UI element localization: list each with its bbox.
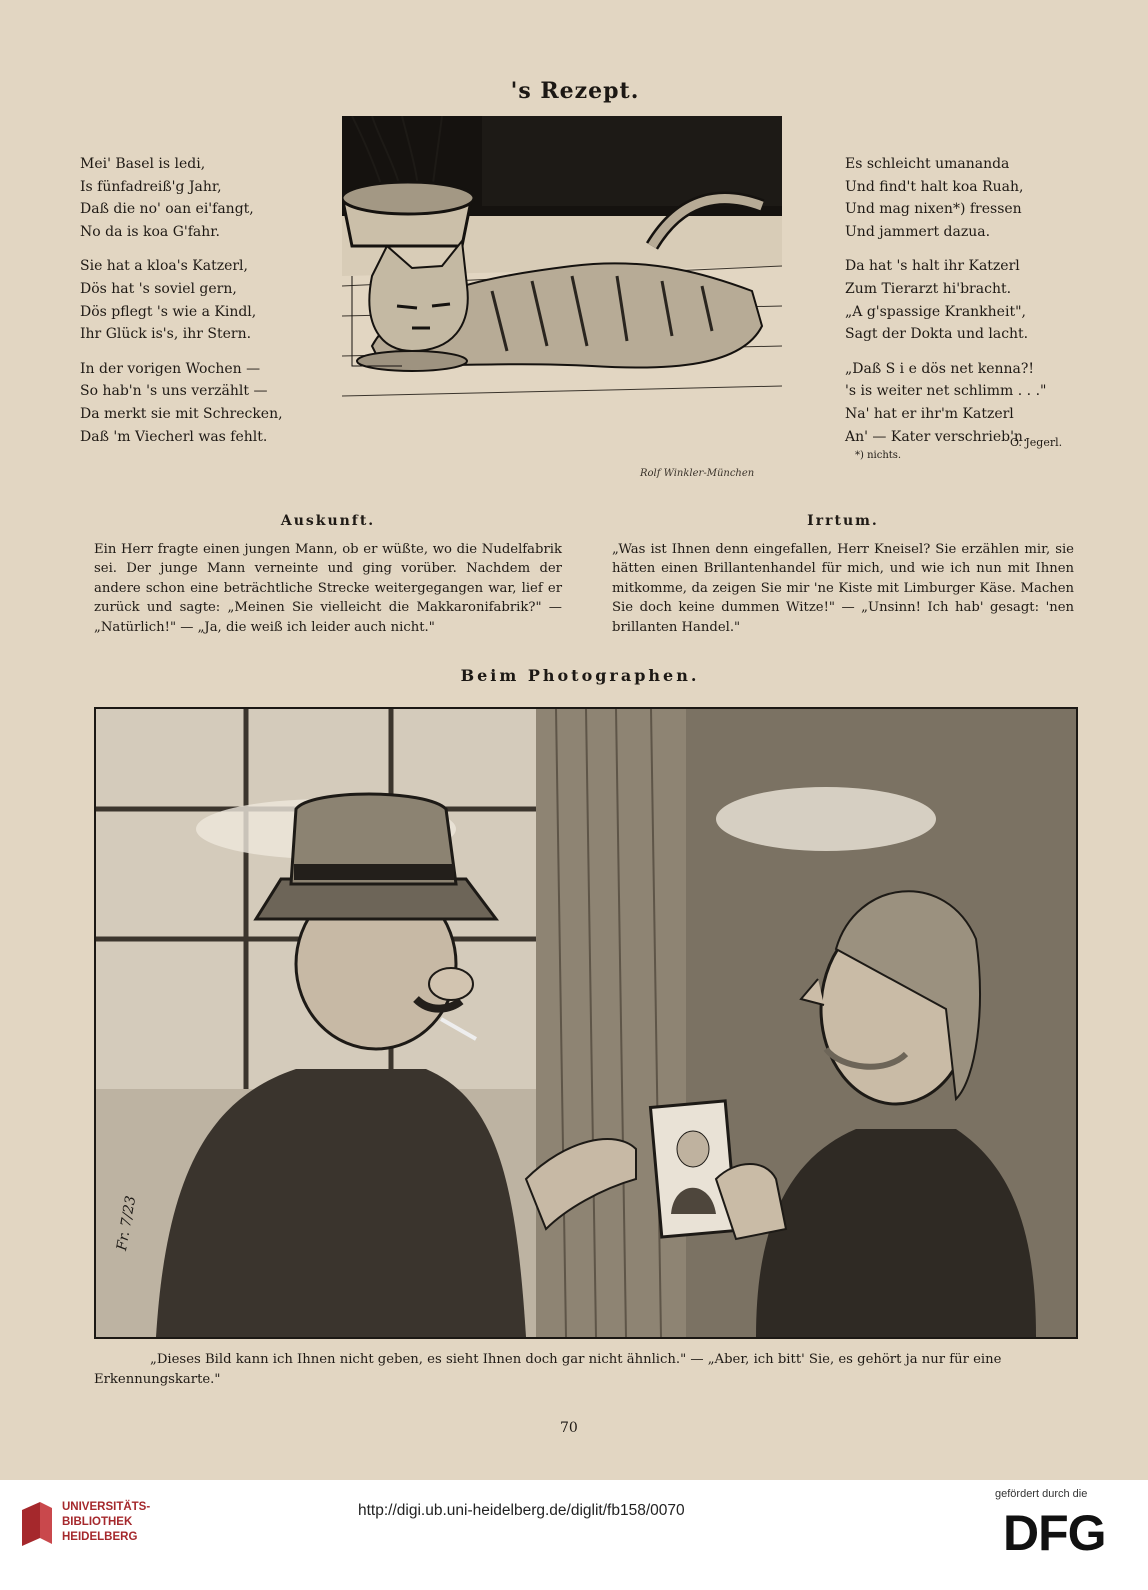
verse-line: 's is weiter net schlimm . . ." [845,383,1047,400]
verse-line: An' — Kater verschrieb'n. [845,428,1028,445]
verse-line: Da merkt sie mit Schrecken, [80,405,283,422]
verse-line: Sagt der Dokta und lacht. [845,326,1029,343]
verse-line: Und find't halt koa Ruah, [845,178,1024,195]
library-name-line: BIBLIOTHEK [62,1516,133,1528]
footnote: *) nichts. [855,450,902,461]
verse-line: Da hat 's halt ihr Katzerl [845,258,1020,275]
poem-left-stanza [80,255,320,345]
poem-right-stanza [845,255,1085,345]
verse-line: Zum Tierarzt hi'bracht. [845,280,1012,297]
verse-line: Dös pflegt 's wie a Kindl, [80,303,257,320]
photographer-illustration [94,707,1078,1339]
article-body: Ein Herr fragte einen jungen Mann, ob er wüßte, wo die Nudelfabrik sei. Der junge Mann verneinte und ging vorüber. Nachdem der andere schon eine beträchtliche Strecke weitergegangen war, lief er zurück und sagte: „Meinen Sie vielleicht die Makkaronifabrik?" — „Natürlich!" — „Ja, die weiß ich leider auch nicht." [94,541,562,635]
poem-right-stanza [845,358,1085,448]
poem-right-stanza [845,153,1085,243]
article-auskunft [94,512,562,637]
library-name-line: HEIDELBERG [62,1531,138,1543]
verse-line: Dös hat 's soviel gern, [80,280,237,297]
verse-line: Und jammert dazua. [845,223,991,240]
poem-left-stanza [80,358,320,448]
cartoon-title: Beim Photographen. [460,666,700,685]
verse-line: No da is koa G'fahr. [80,223,220,240]
funding-text: gefördert durch die [995,1488,1088,1500]
cat-illustration [342,116,802,456]
cartoon-signature: Fr. 7/23 [114,1194,140,1252]
poem-left [80,153,320,460]
verse-line: Daß die no' oan ei'fangt, [80,201,254,218]
verse-line: „A g'spassige Krankheit", [845,303,1026,320]
permalink-url[interactable]: http://digi.ub.uni-heidelberg.de/diglit/fb158/0070 [358,1502,685,1519]
cat-artist-signature-text: Rolf Winkler-München [640,468,755,479]
verse-line: Es schleicht umananda [845,156,1010,172]
poem-author: O. Jegerl. [1010,436,1063,449]
page-number: 70 [560,1420,578,1436]
photographer-drawing [96,709,1076,1337]
article-irrtum [612,512,1074,637]
article-body: „Was ist Ihnen denn eingefallen, Herr Kneisel? Sie erzählen mir, sie hätten einen Brillantenhandel für mich, und wie ich nun mit Ihnen mitkomme, da zeigen Sie mir 'ne Kiste mit Limburger Käse. Machen Sie doch keine dummen Witze!" — „Unsinn! Ich hab' gesagt: 'nen brillanten Handel." [612,541,1074,635]
cartoon-caption: „Dieses Bild kann ich Ihnen nicht geben, es sieht Ihnen doch gar nicht ähnlich." — „Aber, ich bitt' Sie, es gehört ja nur für eine Erkennungskarte." [94,1352,1002,1387]
cat-drawing [342,116,802,456]
verse-line: Daß 'm Viecherl was fehlt. [80,428,268,445]
poem-left-stanza [80,153,320,243]
digitization-footer [0,1480,1148,1590]
verse-line: Und mag nixen*) fressen [845,201,1022,218]
verse-line: „Daß S i e dös net kenna?! [845,360,1035,377]
article-heading: Irrtum. [807,513,879,529]
dfg-logo: DFG [1003,1505,1106,1561]
verse-line: Is fünfadreiß'g Jahr, [80,178,222,195]
verse-line: Na' hat er ihr'm Katzerl [845,405,1014,422]
verse-line: Sie hat a kloa's Katzerl, [80,258,248,275]
verse-line: So hab'n 's uns verzählt — [80,383,268,400]
poem-right [845,153,1085,460]
library-name [62,1500,150,1545]
article-heading: Auskunft. [280,513,376,529]
library-logo-icon [16,1500,56,1550]
library-name-line: UNIVERSITÄTS- [62,1501,151,1513]
poem-title: 's Rezept. [510,78,640,104]
verse-line: Ihr Glück is's, ihr Stern. [80,326,252,343]
verse-line: In der vorigen Wochen — [80,360,261,377]
verse-line: Mei' Basel is ledi, [80,156,206,172]
